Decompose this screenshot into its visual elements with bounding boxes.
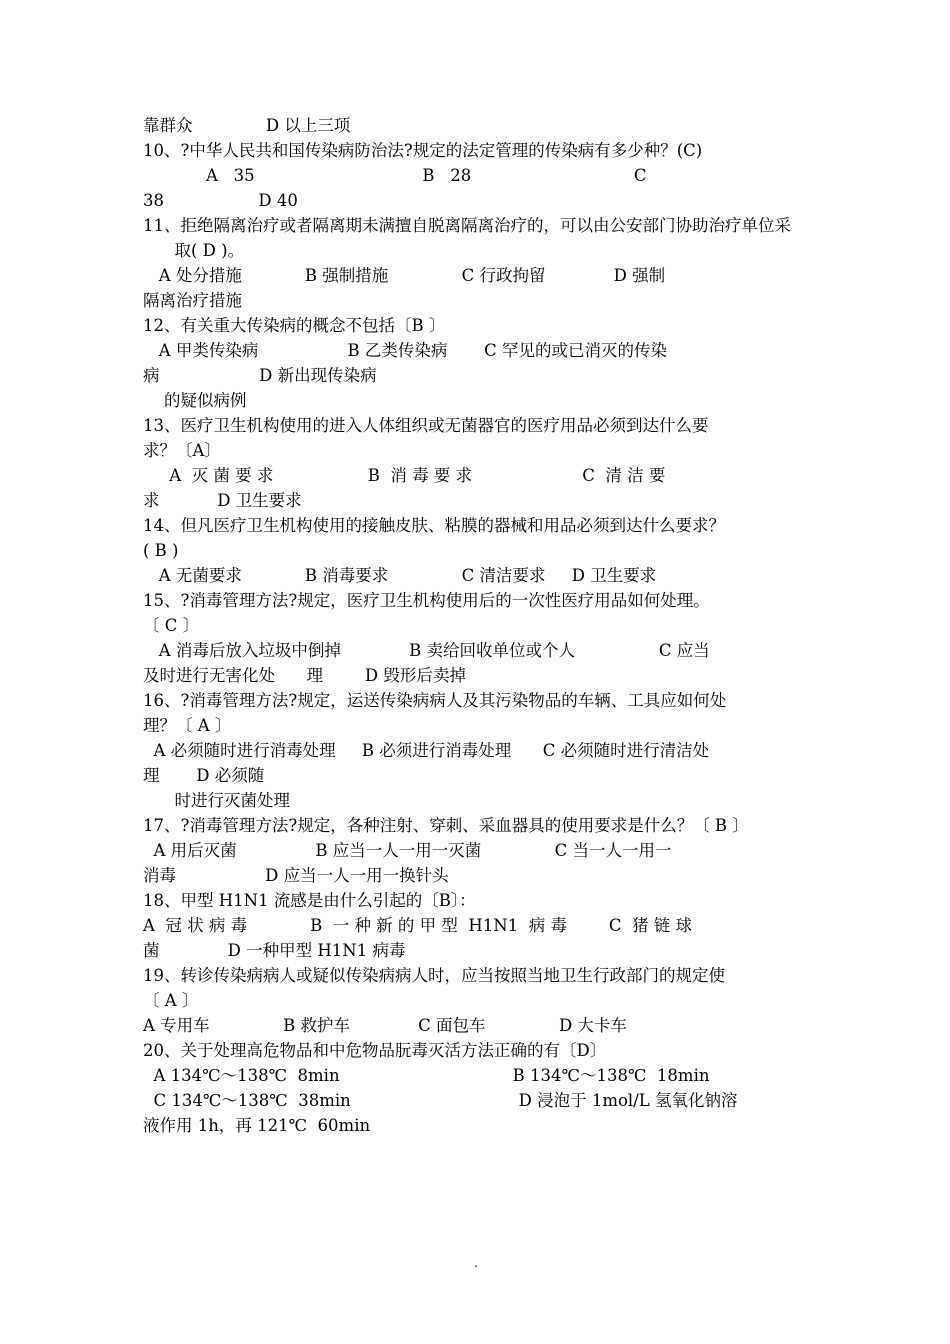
question-14-title: ( B ) — [143, 541, 179, 560]
question-17-options: 消毒 D 应当一人一用一换针头 — [143, 866, 449, 885]
question-14-options: A 无菌要求 B 消毒要求 C 清洁要求 D 卫生要求 — [143, 566, 657, 585]
question-16-title: 理？〔 A 〕 — [143, 716, 232, 735]
question-10-title: 10、?中华人民共和国传染病防治法?规定的法定管理的传染病有多少种？(C) — [143, 141, 703, 160]
question-10-options: 38 D 40 — [143, 191, 298, 210]
question-18-options: 菌 D 一种甲型 H1N1 病毒 — [143, 941, 406, 960]
question-13-options: 求 D 卫生要求 — [143, 491, 302, 510]
question-13-options: A 灭 菌 要 求 B 消 毒 要 求 C 清 洁 要 — [143, 466, 666, 485]
question-19-options: A 专用车 B 救护车 C 面包车 D 大卡车 — [143, 1016, 627, 1035]
question-10-options: A 35 B 28 C — [143, 166, 647, 185]
question-11-options: A 处分措施 B 强制措施 C 行政拘留 D 强制 — [143, 266, 666, 285]
question-16-title: 16、?消毒管理方法?规定，运送传染病病人及其污染物品的车辆、工具应如何处 — [143, 691, 727, 710]
question-15-options: A 消毒后放入垃圾中倒掉 B 卖给回收单位或个人 C 应当 — [143, 641, 710, 660]
text-line: 靠群众 D 以上三项 — [143, 116, 351, 135]
question-11-title: 取( D )。 — [143, 241, 245, 260]
question-13-title: 13、医疗卫生机构使用的进入人体组织或无菌器官的医疗用品必须到达什么要 — [143, 416, 709, 435]
question-19-title: 19、转诊传染病病人或疑似传染病病人时，应当按照当地卫生行政部门的规定使 — [143, 966, 725, 985]
question-19-title: 〔 A 〕 — [143, 991, 199, 1010]
question-15-options: 及时进行无害化处 理 D 毁形后卖掉 — [143, 666, 466, 685]
question-12-options: 病 D 新出现传染病 — [143, 366, 377, 385]
footer-mark: . — [474, 1256, 478, 1270]
question-12-options: A 甲类传染病 B 乙类传染病 C 罕见的或已消灭的传染 — [143, 341, 668, 360]
question-18-title: 18、甲型 H1N1 流感是由什么引起的〔B〕： — [143, 891, 476, 910]
question-11-title: 11、拒绝隔离治疗或者隔离期未满擅自脱离隔离治疗的，可以由公安部门协助治疗单位采 — [143, 216, 791, 235]
question-17-title: 17、?消毒管理方法?规定，各种注射、穿刺、采血器具的使用要求是什么？〔 B 〕 — [143, 816, 749, 835]
question-15-title: 〔 C 〕 — [143, 616, 200, 635]
question-16-options: 时进行灭菌处理 — [143, 791, 290, 810]
question-15-title: 15、?消毒管理方法?规定，医疗卫生机构使用后的一次性医疗用品如何处理。 — [143, 591, 710, 610]
question-12-title: 12、有关重大传染病的概念不包括〔B 〕 — [143, 316, 446, 335]
question-14-title: 14、但凡医疗卫生机构使用的接触皮肤、粘膜的器械和用品必须到达什么要求？ — [143, 516, 725, 535]
question-20-options: C 134℃～138℃ 38min D 浸泡于 1mol/L 氢氧化钠溶 — [143, 1091, 738, 1110]
question-17-options: A 用后灭菌 B 应当一人一用一灭菌 C 当一人一用一 — [143, 841, 672, 860]
question-12-options: 的疑似病例 — [143, 391, 247, 410]
question-16-options: A 必须随时进行消毒处理 B 必须进行消毒处理 C 必须随时进行清洁处 — [143, 741, 710, 760]
question-13-title: 求？〔A〕 — [143, 441, 221, 460]
question-16-options: 理 D 必须随 — [143, 766, 265, 785]
question-20-options: A 134℃～138℃ 8min B 134℃～138℃ 18min — [143, 1066, 710, 1085]
question-20-title: 20、关于处理高危物品和中危物品朊毒灭活方法正确的有〔D〕 — [143, 1041, 607, 1060]
question-20-options: 液作用 1h，再 121℃ 60min — [143, 1116, 371, 1135]
question-18-options: A 冠 状 病 毒 B 一 种 新 的 甲 型 H1N1 病 毒 C 猪 链 球 — [143, 916, 693, 935]
question-11-options: 隔离治疗措施 — [143, 291, 242, 310]
